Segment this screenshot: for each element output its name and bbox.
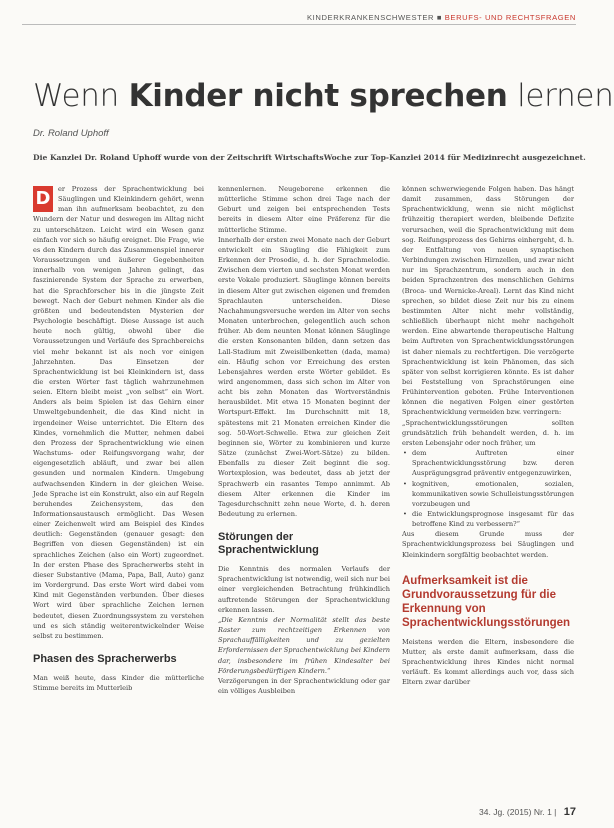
list-item: • kognitiven, emotionalen, sozialen, kommunikativen sowie Schulleistungsstörungen vorzubeugen und (412, 479, 574, 509)
bullet-list (402, 448, 574, 529)
paragraph: kennenlernen. Neugeborene erkennen die mütterliche Stimme schon drei Tage nach der Geburt und zeigen bei entsprechenden Tests bereits in diesem Alter eine Präferenz für die mütterliche Stimme. (218, 185, 390, 234)
article-author: Dr. Roland Uphoff (33, 128, 109, 139)
page-footer (479, 806, 576, 818)
drop-cap: D (33, 186, 53, 212)
text-column-3 (402, 184, 574, 688)
paragraph: Aus diesem Grunde muss der Sprachentwicklungsprozess bei Säuglingen und Kleinkindern sorgfältig beobachtet werden. (402, 530, 574, 559)
header-divider (22, 24, 576, 25)
paragraph: können schwerwiegende Folgen haben. Das hängt damit zusammen, dass Störungen der Sprachentwicklung, wenn sie nicht möglichst frühzeitig therapiert werden, bleibende Defizite verursachen, weil die Sprachentwicklung mit dem sog. Reifungsprozess des Gehirns einhergeht, d. h. der Entfaltung von neuen synaptischen Verbindungen zwischen Hirnzellen, und zwar nicht nur im Sprachzentrum, sondern auch in den beiden Sprachzentren des menschlichen Gehirns (Broca- und Wernicke-Areal). Lernt das Kind nicht sprechen, so bildet diese Zeit nur bis zu einem bestimmten Alter nicht mehr vollständig, schließlich überhaupt nicht mehr nachgeholt werden. Eine abwartende therapeutische Haltung beim Auftreten von Sprachentwicklungsstörungen ist daher niemals zu rechtfertigen. Die verzögerte Sprachentwicklung ist kein Phänomen, das sich später von selbst korrigieren könnte. Es ist daher bei Feststellung von Sprachstörungen eine Frühintervention geboten. Frühe Interventionen können die negativen Folgen einer gestörten Sprachentwicklung vermeiden bzw. verringern: (402, 185, 574, 417)
paragraph: Meistens werden die Eltern, insbesondere die Mutter, als erste damit aufmerksam, dass die Sprachentwicklung ihres Kindes nicht normal verläuft. Es kommt allerdings auch vor, dass sich Eltern zwar darüber (402, 637, 574, 687)
section-header (307, 13, 576, 22)
article-title: Wenn Kinder nicht sprechen lernen (33, 78, 614, 114)
text-column-1 (33, 184, 204, 693)
paragraph: Verzögerungen in der Sprachentwicklung oder gar ein völliges Ausbleiben (218, 676, 390, 696)
page-number: 17 (563, 806, 576, 818)
subheading-stoerungen: Störungen der Sprachentwicklung (218, 531, 319, 557)
issue-info: 34. Jg. (2015) Nr. 1 (479, 807, 552, 817)
paragraph: Man weiß heute, dass Kinder die mütterliche Stimme bereits im Mutterleib (33, 674, 204, 693)
list-item: • dem Auftreten einer Sprachentwicklungsstörung bzw. deren Ausprägungsgrad präventiv entgegenzuwirken, (412, 448, 574, 478)
paragraph: Innerhalb der ersten zwei Monate nach der Geburt entwickelt ein Säugling die Fähigkeit zum Erkennen der Prosodie, d. h. der Sprachmelodie. Zwischen dem vierten und sechsten Monat werden erste Vokale produziert. Säuglinge können bereits in diesem Alter gut zwischen eigenen und fremden Sprachlauten unterscheiden. Diese Nachahmungsversuche werden im Alter von sechs Monaten unterbrochen, gelegentlich auch schon früher. Ab dem neunten Monat können Säuglinge die ersten Konsonanten bilden, dann setzen das Lall-Stadium mit Zweisilbenketten (dada, mama) ein. Häufig schon vor Erreichung des ersten Lebensjahres werden erste Wörter gebildet. Es wird angenommen, dass sich schon im Alter von acht bis zehn Monaten das Wortverständnis herausbildet. Mit etwa 15 Monaten beginnt der Wortspurt-Effekt. Im Durchschnitt mit 18, spätestens mit 21 Monaten erreichen Kinder die sog. 50-Wort-Schwelle. Etwa zur gleichen Zeit beginnen sie, Wörter zu kombinieren und kurze Sätze (zunächst Zwei-Wort-Sätze) zu bilden. Ebenfalls zu dieser Zeit beginnt die sog. Wortexplosion, was bedeutet, dass ab jetzt der Sprachwerb ein rasantes Tempo annimmt. Ab diesem Alter erkennen die Kinder im Tagesdurchschnitt zehn neue Worte, d. h. deren Bedeutung zu erlernen. (218, 235, 390, 518)
paragraph: Die Kenntnis des normalen Verlaufs der Sprachentwicklung ist notwendig, weil sich nur bei einer vergleichenden Betrachtung frühkindlich auftretende Störungen der Sprachentwicklung erkennen lassen. (218, 565, 390, 614)
subheading-aufmerksamkeit: Aufmerksamkeit ist die Grundvoraussetzung für die Erkennung von Sprachentwicklungsstörungen (402, 574, 571, 629)
subheading-phasen: Phasen des Spracherwerbs (33, 653, 177, 666)
list-item: • die Entwicklungsprognose insgesamt für das betroffene Kind zu verbessern?“ (412, 509, 574, 529)
footer-divider: | (554, 807, 559, 817)
paragraph: er Prozess der Sprachentwicklung bei Säuglingen und Kleinkindern gehört, wenn man ihn aufmerksam beobachtet, zu den Wundern der Natur und deswegen im Alltag nicht zu unterschätzen. Leicht wird ein Wesen ganz einfach vor sich so häufig ereignet. Die Frage, wie es den Kindern durch das Zusammenspiel innerer Voraussetzungen und äußerer Gegebenheiten innerhalb von wenigen Jahren gelingt, das faszinierende System der Sprache zu erwerben, hat die Sprachforscher bis in die jüngste Zeit bewegt. Nach der Geburt nehmen Kinder als die größten und bedeutendsten Mysterien der Psychologie beschäftigt. Diese Aussage ist auch heute noch gültig, obwohl über die Voraussetzungen und Verläufe des Sprachbereichs viel mehr bekannt ist als noch vor einigen Jahrzehnten. Das Einsetzen der Sprachentwicklung ist bei Kleinkindern ist, dass die ersten Wörter fast täglich wahrzunehmen seien. Eltern bleibt meist „von selbst“ ein Wort. Anders als beim Spielen ist das Gehirn einer Umweltgebundenheit, die das Kind nicht in irgendeiner Weise unterrichtet. Die Eltern des Kindes, vornehmlich die Mutter, nehmen dabei den Prozess der Sprachentwicklung wie einen Wachstums- oder Reifungsvorgang wahr, der eigengesetzlich abläuft, und zwar bei allen gesunden und normalen Kindern. Umgebung aufwachsenden Kindern in der gleichen Weise. Jede Sprache ist ein Konstrukt, also ein auf Regeln beruhendes Zeichensystem, das den Informationsaustausch ermöglicht. Das Wesen einer Zeichenwelt wird am Beispiel des Kindes deutlich: Gegenständen (genauer gesagt: den Begriffen von diesen Gegenständen) ist ein sprachliches Zeichen (also ein Wort) zugeordnet. In der ersten Phase des Spracherwerbs steht in dieser Substantive (Mama, Papa, Ball, Auto) ganz im Vordergrund. Das erste Wort wird dabei vom Kind mit Gegenständen verbunden. Über dieses Wort wird über sprachliche Zeichen lernen bedeutet, diesen Zuordnungssystem zu verstehen und es sich ständig weiterentwickelnder Weise selbst zu bestimmen. (33, 185, 204, 640)
section-category: BERUFS- UND RECHTSFRAGEN (444, 13, 576, 22)
article-title-bold: Kinder nicht sprechen (128, 78, 508, 114)
article-intro: Die Kanzlei Dr. Roland Uphoff wurde von der Zeitschrift WirtschaftsWoche zur Top-Kanzlei 2014 für Medizinrecht ausgezeichnet. (33, 153, 586, 162)
section-label: KINDERKRANKENSCHWESTER (306, 13, 435, 22)
quote: „Die Kenntnis der Normalität stellt das beste Raster zum rechtzeitigen Erkennen von Sprachauffälligkeiten und zu gezielten Erfordernissen der Sprachentwicklung bei Kindern dar, insbesondere im frühen Kindesalter bei Förderungsbedürftigen Kindern.“ (218, 615, 390, 675)
section-divider-icon: ■ (436, 13, 445, 22)
text-column-2 (218, 184, 390, 696)
quote-lead: „Sprachentwicklungsstörungen sollten grundsätzlich früh behandelt werden, d. h. im ersten Lebensjahr oder noch früher, um (402, 418, 574, 447)
